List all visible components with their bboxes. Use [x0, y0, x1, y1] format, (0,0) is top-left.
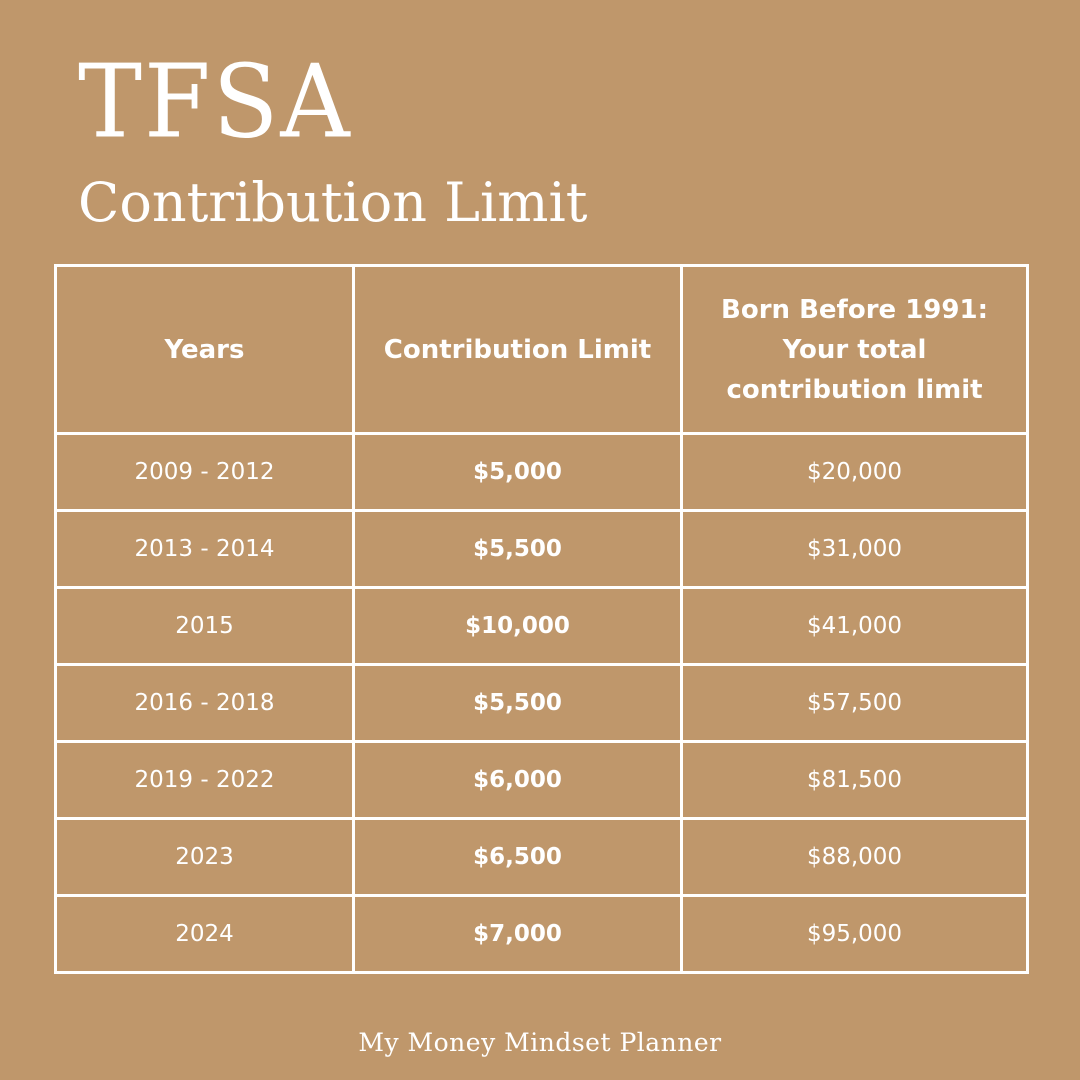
cell-contribution-limit: $10,000 — [354, 588, 682, 665]
table-row — [56, 511, 1028, 588]
table-row — [56, 742, 1028, 819]
cell-years: 2016 - 2018 — [56, 665, 354, 742]
cell-years: 2009 - 2012 — [56, 434, 354, 511]
cell-years: 2023 — [56, 819, 354, 896]
cell-contribution-limit: $6,000 — [354, 742, 682, 819]
table-header-row — [56, 266, 1028, 434]
cell-contribution-limit: $5,500 — [354, 511, 682, 588]
table-row — [56, 896, 1028, 973]
cell-years: 2015 — [56, 588, 354, 665]
cell-total-limit: $41,000 — [682, 588, 1028, 665]
cell-contribution-limit: $5,500 — [354, 665, 682, 742]
cell-total-limit: $20,000 — [682, 434, 1028, 511]
table-row — [56, 819, 1028, 896]
cell-years: 2024 — [56, 896, 354, 973]
column-header-contribution-limit: Contribution Limit — [354, 266, 682, 434]
cell-years: 2013 - 2014 — [56, 511, 354, 588]
footer-brand: My Money Mindset Planner — [358, 1028, 722, 1057]
page-title: TFSA — [78, 42, 352, 161]
contribution-table — [54, 264, 1029, 974]
column-header-total-limit: Born Before 1991: Your total contribution limit — [682, 266, 1028, 434]
cell-total-limit: $81,500 — [682, 742, 1028, 819]
cell-contribution-limit: $6,500 — [354, 819, 682, 896]
column-header-years: Years — [56, 266, 354, 434]
table-row — [56, 588, 1028, 665]
table-row — [56, 665, 1028, 742]
cell-years: 2019 - 2022 — [56, 742, 354, 819]
cell-contribution-limit: $7,000 — [354, 896, 682, 973]
cell-total-limit: $88,000 — [682, 819, 1028, 896]
cell-total-limit: $57,500 — [682, 665, 1028, 742]
table-row — [56, 434, 1028, 511]
page-subtitle: Contribution Limit — [78, 171, 588, 234]
cell-total-limit: $95,000 — [682, 896, 1028, 973]
cell-contribution-limit: $5,000 — [354, 434, 682, 511]
cell-total-limit: $31,000 — [682, 511, 1028, 588]
